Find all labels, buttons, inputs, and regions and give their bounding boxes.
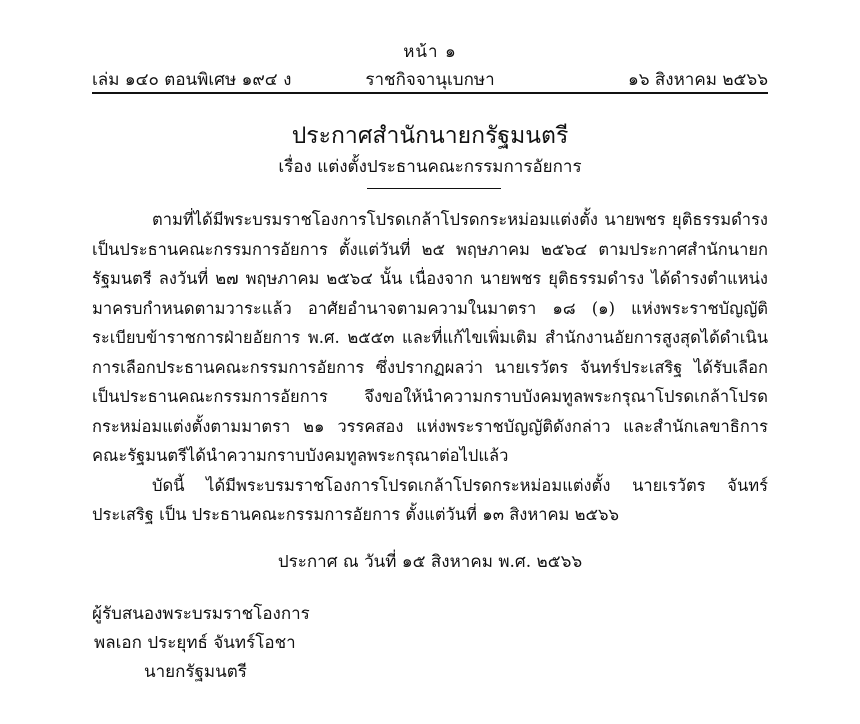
body-paragraph: บัดนี้ ได้มีพระบรมราชโองการโปรดเกล้าโปรดกระหม่อมแต่งตั้ง นายเรวัตร จันทร์ประเสริฐ เป็น ประธานคณะกรรมการอัยการ ตั้งแต่วันที่ ๑๓ สิงหาคม ๒๕๖๖	[92, 475, 768, 524]
signatory-position: นายกรัฐมนตรี	[144, 662, 247, 682]
page-number: หน้า ๑	[403, 42, 457, 62]
body-paragraph: ตามที่ได้มีพระบรมราชโองการโปรดเกล้าโปรดกระหม่อมแต่งตั้ง นายพชร ยุติธรรมดำรง เป็นประธานคณะกรรมการอัยการ ตั้งแต่วันที่ ๒๕ พฤษภาคม ๒๕๖๔ ตามประกาศสำนักนายกรัฐมนตรี ลงวันที่ ๒๗ พฤษภาคม ๒๕๖๔ นั้น เนื่องจาก นายพชร ยุติธรรมดำรง ได้ดำรงตำแหน่งมาครบกำหนดตามวาระแล้ว อาศัยอำนาจตามความในมาตรา ๑๘ (๑) แห่งพระราชบัญญัติระเบียบข้าราชการฝ่ายอัยการ พ.ศ. ๒๕๕๓ และที่แก้ไขเพิ่มเติม สำนักงานอัยการสูงสุดได้ดำเนินการเลือกประธานคณะกรรมการอัยการ ซึ่งปรากฏผลว่า นายเรวัตร จันทร์ประเสริฐ ได้รับเลือกเป็นประธานคณะกรรมการอัยการ จึงขอให้นำความกราบบังคมทูลพระกรุณาโปรดเกล้าโปรดกระหม่อมแต่งตั้งตามมาตรา ๒๑ วรรคสอง แห่งพระราชบัญญัติดังกล่าว และสำนักเลขาธิการคณะรัฐมนตรีได้นำความกราบบังคมทูลพระกรุณาต่อไปแล้ว	[92, 210, 768, 465]
gazette-name: ราชกิจจานุเบกษา	[365, 70, 495, 90]
title-divider	[367, 188, 501, 189]
announcement-subject: เรื่อง แต่งตั้งประธานคณะกรรมการอัยการ	[278, 157, 582, 177]
volume-issue: เล่ม ๑๔๐ ตอนพิเศษ ๑๙๔ ง	[92, 70, 292, 90]
gazette-header	[92, 66, 768, 94]
announcement-title: ประกาศสำนักนายกรัฐมนตรี	[291, 123, 569, 149]
publication-date: ๑๖ สิงหาคม ๒๕๖๖	[627, 70, 768, 90]
countersign-label: ผู้รับสนองพระบรมราชโองการ	[92, 604, 310, 624]
signature-block	[92, 600, 310, 687]
announcement-body	[92, 205, 768, 530]
signatory-name: พลเอก ประยุทธ์ จันทร์โอชา	[94, 633, 296, 653]
proclamation-date: ประกาศ ณ วันที่ ๑๕ สิงหาคม พ.ศ. ๒๕๖๖	[277, 552, 583, 572]
